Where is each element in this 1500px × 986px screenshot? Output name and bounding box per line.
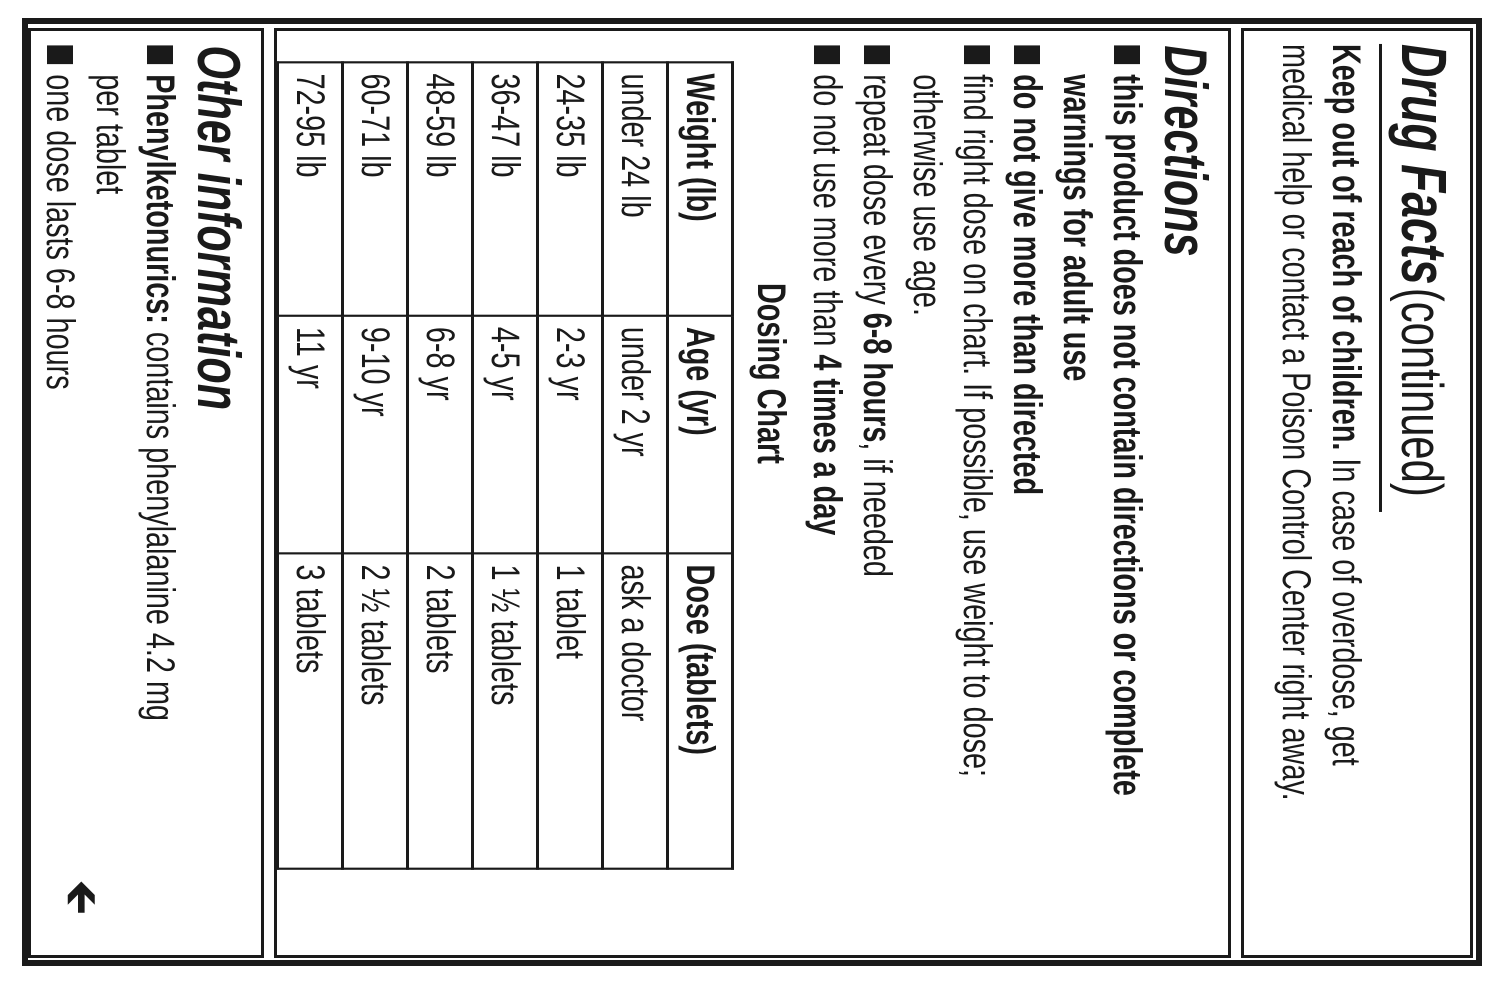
directions-item-3 — [902, 45, 1002, 958]
directions-item-1-line-2: warnings for adult use — [1055, 74, 1099, 382]
item-5-bold: 4 times a day — [805, 354, 849, 536]
bullet-square-icon — [1114, 45, 1140, 64]
item-4-post: , if needed — [855, 442, 899, 577]
directions-item-3-line-2: otherwise use age. — [905, 74, 949, 316]
item-5-pre: do not use more than — [805, 74, 849, 347]
cell-weight: 24-35 lb — [538, 62, 603, 315]
directions-item-5-text — [802, 74, 852, 535]
other-info-item-1 — [85, 45, 185, 958]
directions-item-1-line-1: this product does not contain directions or complete — [1105, 74, 1149, 796]
table-row — [278, 62, 343, 868]
other-info-item-1-line-1 — [135, 74, 185, 721]
bullet-square-icon — [1014, 45, 1040, 64]
keep-out-bold: Keep out of reach of children. — [1324, 43, 1368, 451]
item-4-bold: 6-8 hours — [855, 312, 899, 443]
cell-dose: ask a doctor — [603, 553, 668, 868]
cell-age: 4-5 yr — [473, 316, 538, 554]
bullet-square-icon — [147, 45, 173, 64]
bullet-square-icon — [47, 45, 73, 64]
directions-item-1 — [1052, 45, 1152, 958]
directions-item-2 — [1002, 45, 1052, 958]
cell-dose: 3 tablets — [278, 553, 343, 868]
drug-facts-panel — [1241, 28, 1473, 958]
other-info-item-2-text: one dose lasts 6-8 hours — [38, 74, 82, 390]
phenylketonurics-text: contains phenylalanine 4.2 mg — [138, 331, 182, 721]
bullet-square-icon — [964, 45, 990, 64]
other-info-item-2 — [35, 45, 85, 958]
cell-dose: 1 ½ tablets — [473, 553, 538, 868]
directions-heading: Directions — [1152, 45, 1219, 257]
dosing-chart-table — [276, 61, 734, 870]
keep-out-line-2: medical help or contact a Poison Control Center right away. — [1274, 43, 1318, 801]
other-information-heading: Other information — [185, 45, 252, 411]
table-row — [408, 62, 473, 868]
table-row — [343, 62, 408, 868]
dosing-chart-title-text: Dosing Chart — [749, 283, 793, 464]
directions-item-4-text — [852, 74, 902, 577]
cell-age: 6-8 yr — [408, 316, 473, 554]
cell-age: 2-3 yr — [538, 316, 603, 554]
bullet-square-icon — [814, 45, 840, 64]
cell-age: 11 yr — [278, 316, 343, 554]
dosing-chart-title — [746, 45, 796, 958]
cell-weight: 36-47 lb — [473, 62, 538, 315]
directions-item-4 — [852, 45, 902, 958]
directions-item-2-text: do not give more than directed — [1005, 74, 1049, 496]
table-row — [603, 62, 668, 868]
cell-dose: 2 ½ tablets — [343, 553, 408, 868]
cell-age: under 2 yr — [603, 316, 668, 554]
table-row — [473, 62, 538, 868]
phenylketonurics-label: Phenylketonurics: — [138, 74, 182, 324]
other-information-panel — [28, 28, 264, 958]
keep-out-line-1 — [1321, 44, 1371, 958]
cell-weight: 60-71 lb — [343, 62, 408, 315]
header-age: Age (yr) — [668, 316, 733, 554]
header-dose: Dose (tablets) — [668, 553, 733, 868]
cell-weight: 72-95 lb — [278, 62, 343, 315]
title-rule — [1379, 44, 1382, 512]
cell-weight: 48-59 lb — [408, 62, 473, 315]
cell-weight: under 24 lb — [603, 62, 668, 315]
cell-dose: 1 tablet — [538, 553, 603, 868]
cell-dose: 2 tablets — [408, 553, 473, 868]
directions-item-5 — [802, 45, 852, 958]
cell-age: 9-10 yr — [343, 316, 408, 554]
continued-label: (continued) — [1389, 287, 1454, 497]
arrow-left-icon: 🡸 — [57, 879, 106, 915]
directions-panel — [274, 28, 1231, 958]
table-row — [538, 62, 603, 868]
keep-out-text-1: In case of overdose, get — [1324, 458, 1368, 766]
drug-facts-title: Drug Facts — [1388, 43, 1460, 285]
other-info-item-1-line-2: per tablet — [88, 74, 132, 195]
table-header-row — [668, 62, 733, 868]
header-weight: Weight (lb) — [668, 62, 733, 315]
page-title — [1388, 43, 1460, 958]
bullet-square-icon — [864, 45, 890, 64]
item-4-pre: repeat dose every — [855, 74, 899, 305]
directions-item-3-line-1: find right dose on chart. If possible, use weight to dose; — [955, 74, 999, 778]
